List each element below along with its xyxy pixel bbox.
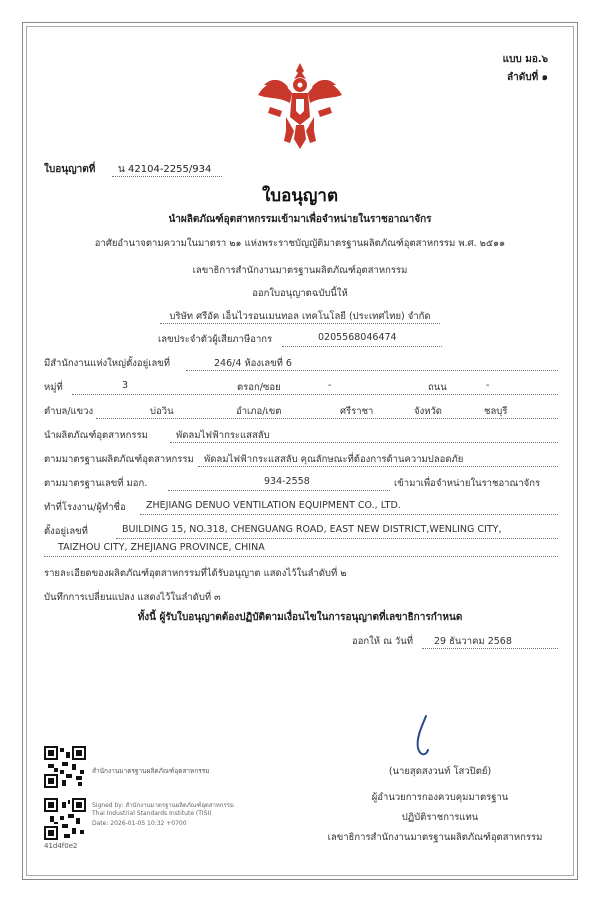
footer-code: 41d4f0e2 (44, 842, 78, 850)
province-label: จังหวัด (414, 406, 442, 417)
amphoe-label: อำเภอ/เขต (236, 406, 282, 417)
qr-note: สำนักงานมาตรฐานผลิตภัณฑ์อุตสาหกรรม (92, 767, 210, 775)
std-no-label: ตามมาตรฐานเลขที่ มอก. (44, 478, 148, 489)
issue-line: ออกใบอนุญาตฉบับนี้ให้ (252, 288, 348, 299)
document-subtitle: นำผลิตภัณฑ์อุตสาหกรรมเข้ามาเพื่อจำหน่ายในราชอาณาจักร (168, 214, 432, 225)
standard-value: พัดลมไฟฟ้ากระแสสลับ คุณลักษณะที่ต้องการด้านความปลอดภัย (204, 454, 464, 465)
license-no-underline (112, 176, 222, 177)
garuda-emblem-icon (250, 55, 350, 155)
std-no-underline (168, 490, 390, 491)
date-label: ออกให้ ณ วันที่ (352, 636, 414, 647)
authority-line: อาศัยอำนาจตามความในมาตรา ๒๑ แห่งพระราชบัญญัติมาตรฐานผลิตภัณฑ์อุตสาหกรรม พ.ศ. ๒๕๑๑ (94, 238, 506, 249)
moo-label: หมู่ที่ (44, 382, 63, 393)
office-label: มีสำนักงานแห่งใหญ่ตั้งอยู่เลขที่ (44, 358, 171, 369)
signer-position-2: ปฏิบัติราชการแทน (401, 812, 479, 823)
company-underline (160, 323, 440, 324)
soi-value: - (328, 380, 332, 391)
road-value: - (486, 380, 490, 391)
row1-underline (72, 394, 558, 395)
signer-position-3: เลขาธิการสำนักงานมาตรฐานผลิตภัณฑ์อุตสาหกรรม (327, 832, 543, 843)
license-no-value: น 42104-2255/934 (118, 164, 212, 175)
tambon-label: ตำบล/แขวง (44, 406, 94, 417)
location-line1: BUILDING 15, NO.318, CHENGUANG ROAD, EAST NEW DISTRICT,WENLING CITY, (122, 524, 502, 535)
order-number: ลำดับที่ ๑ (506, 72, 548, 83)
location-underline-2 (44, 556, 558, 557)
date-value: 29 ธันวาคม 2568 (434, 636, 512, 647)
office-value: 246/4 ห้องเลขที่ 6 (214, 358, 292, 369)
signer-position-1: ผู้อำนวยการกองควบคุมมาตรฐาน (371, 792, 509, 803)
document-title: ใบอนุญาต (262, 186, 338, 206)
product-label: นำผลิตภัณฑ์อุตสาหกรรม (44, 430, 148, 441)
form-number: แบบ มอ.๖ (502, 54, 548, 65)
location-line2: TAIZHOU CITY, ZHEJIANG PROVINCE, CHINA (58, 542, 265, 553)
soi-label: ตรอก/ซอย (237, 382, 281, 393)
factory-underline (140, 514, 558, 515)
secretary-line: เลขาธิการสำนักงานมาตรฐานผลิตภัณฑ์อุตสาหกรรม (192, 265, 408, 276)
license-no-label: ใบอนุญาตที่ (44, 164, 96, 175)
condition-line: ทั้งนี้ ผู้รับใบอนุญาตต้องปฏิบัติตามเงื่อนไขในการอนุญาตที่เลขาธิการกำหนด (137, 612, 463, 623)
verify-qr-code-icon (44, 798, 86, 840)
moo-value: 3 (122, 380, 129, 391)
verify-line-3: Date: 2026-01-05 10:32 +0700 (92, 820, 187, 827)
standard-underline (198, 466, 558, 467)
signer-name: (นายสุดสงวนท์ โสวปิตย์) (388, 766, 492, 777)
verify-line-2: Thai Industrial Standards Institute (TISI) (92, 810, 212, 817)
detail-line: รายละเอียดของผลิตภัณฑ์อุตสาหกรรมที่ได้รับอนุญาต แสดงไว้ในลำดับที่ ๒ (44, 568, 347, 579)
office-underline (186, 370, 558, 371)
amphoe-value: ศรีราชา (340, 406, 374, 417)
factory-value: ZHEJIANG DENUO VENTILATION EQUIPMENT CO., LTD. (146, 500, 401, 511)
tax-underline (282, 346, 442, 347)
signature-mark (396, 712, 446, 762)
standard-label: ตามมาตรฐานผลิตภัณฑ์อุตสาหกรรม (44, 454, 194, 465)
std-no-suffix: เข้ามาเพื่อจำหน่ายในราชอาณาจักร (394, 478, 541, 489)
tax-label: เลขประจำตัวผู้เสียภาษีอากร (158, 334, 273, 345)
road-label: ถนน (428, 382, 447, 393)
company-name: บริษัท ศรีอัค เอ็นไวรอนเมนทอล เทคโนโลยี (ประเทศไทย) จำกัด (169, 311, 431, 322)
qr-code-icon (44, 746, 86, 788)
factory-label: ทำที่โรงงาน/ผู้ทำชื่อ (44, 502, 126, 513)
product-underline (170, 442, 558, 443)
province-value: ชลบุรี (484, 406, 508, 417)
std-no-value: 934-2558 (264, 476, 310, 487)
location-underline-1 (116, 538, 558, 539)
row2-underline (96, 418, 558, 419)
tax-value: 0205568046474 (318, 332, 397, 343)
change-line: บันทึกการเปลี่ยนแปลง แสดงไว้ในลำดับที่ ๓ (44, 592, 221, 603)
verify-line-1: Signed by: สำนักงานมาตรฐานผลิตภัณฑ์อุตสาหกรรม (92, 802, 234, 809)
location-label: ตั้งอยู่เลขที่ (44, 526, 88, 537)
tambon-value: บ่อวิน (150, 406, 174, 417)
product-value: พัดลมไฟฟ้ากระแสสลับ (176, 430, 270, 441)
date-underline (422, 648, 558, 649)
